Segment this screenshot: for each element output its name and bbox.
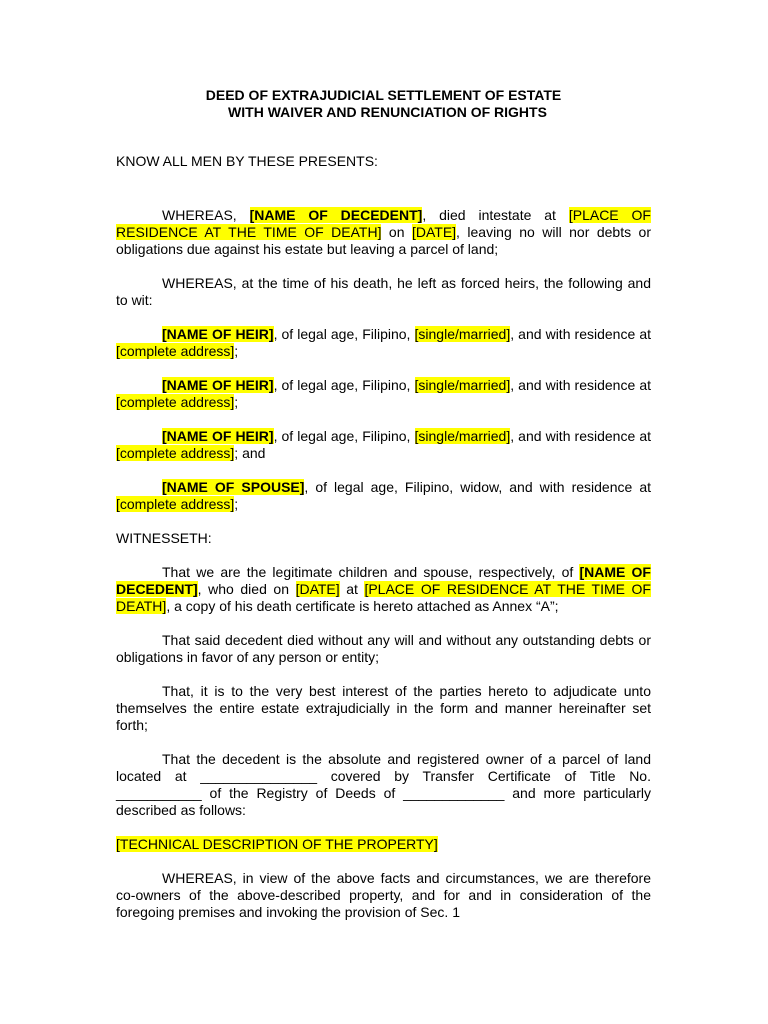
text: , who died on bbox=[197, 581, 296, 597]
text: , died intestate at bbox=[422, 207, 569, 223]
heir-name-placeholder: [NAME OF HEIR] bbox=[162, 377, 274, 393]
tct-number-blank: ___________ bbox=[116, 785, 202, 801]
text: covered by Transfer Certificate of Title No. bbox=[317, 768, 651, 784]
text: , and with residence at bbox=[510, 326, 651, 342]
text: and more particularly described as follows: bbox=[116, 785, 651, 818]
text: ; bbox=[234, 394, 239, 410]
text: at bbox=[339, 581, 365, 597]
registry-blank: _____________ bbox=[403, 785, 505, 801]
text: , and with residence at bbox=[510, 428, 651, 444]
text: ; bbox=[234, 496, 239, 512]
text: , of legal age, Filipino, bbox=[273, 428, 415, 444]
address-placeholder: [complete address] bbox=[116, 343, 235, 359]
heir-paragraph bbox=[116, 326, 651, 360]
decedent-name-placeholder: [NAME OF DECEDENT] bbox=[116, 564, 651, 597]
co-owners-paragraph: WHEREAS, in view of the above facts and circumstances, we are therefore co-owners of the above-described property, and for and in consideration of the foregoing premises and invoking the provision of Sec. 1 bbox=[116, 870, 651, 920]
technical-description-line bbox=[116, 836, 651, 853]
date-placeholder: [DATE] bbox=[411, 224, 457, 240]
text: , of legal age, Filipino, bbox=[273, 326, 415, 342]
document-title bbox=[116, 87, 651, 121]
adjudicate-paragraph: That, it is to the very best interest of the parties hereto to adjudicate unto themselves the entire estate extrajudicially in the form and manner hereinafter set forth; bbox=[116, 683, 651, 733]
spouse-paragraph bbox=[116, 479, 651, 513]
text: , of legal age, Filipino, bbox=[273, 377, 415, 393]
text: , and with residence at bbox=[510, 377, 651, 393]
text: of the Registry of Deeds of bbox=[201, 785, 404, 801]
know-all-men-line: KNOW ALL MEN BY THESE PRESENTS: bbox=[116, 153, 378, 169]
registered-owner-paragraph bbox=[116, 751, 651, 819]
address-placeholder: [complete address] bbox=[116, 496, 235, 512]
legitimate-children-paragraph bbox=[116, 564, 651, 615]
place-of-residence-placeholder: [PLACE OF RESIDENCE AT THE TIME OF DEATH] bbox=[116, 207, 651, 240]
text: on bbox=[381, 224, 412, 240]
text: , of legal age, Filipino, widow, and with residence at bbox=[304, 479, 651, 495]
heir-name-placeholder: [NAME OF HEIR] bbox=[162, 326, 274, 342]
text: , leaving no will nor debts or obligations due against his estate but leaving a parcel of land; bbox=[116, 224, 651, 257]
text: ; bbox=[234, 343, 239, 359]
text: That the decedent is the absolute and registered owner of a parcel of land located at bbox=[116, 751, 651, 784]
civil-status-placeholder: [single/married] bbox=[414, 377, 511, 393]
whereas-forced-heirs-paragraph: WHEREAS, at the time of his death, he left as forced heirs, the following and to wit: bbox=[116, 275, 651, 308]
no-will-paragraph: That said decedent died without any will and without any outstanding debts or obligations in favor of any person or entity; bbox=[116, 632, 651, 665]
text: , a copy of his death certificate is hereto attached as Annex “A”; bbox=[166, 598, 559, 614]
place-of-residence-placeholder: [PLACE OF RESIDENCE AT THE TIME OF DEATH] bbox=[116, 581, 651, 614]
location-blank: _______________ bbox=[200, 768, 318, 784]
technical-description-placeholder: [TECHNICAL DESCRIPTION OF THE PROPERTY] bbox=[116, 836, 438, 852]
spouse-name-placeholder: [NAME OF SPOUSE] bbox=[162, 479, 305, 495]
text: That we are the legitimate children and spouse, respectively, of bbox=[162, 564, 580, 580]
text: WHEREAS, bbox=[162, 207, 250, 223]
witnesseth-heading: WITNESSETH: bbox=[116, 530, 212, 546]
heir-paragraph bbox=[116, 377, 651, 411]
address-placeholder: [complete address] bbox=[116, 445, 235, 461]
whereas-decedent-paragraph bbox=[116, 207, 651, 258]
address-placeholder: [complete address] bbox=[116, 394, 235, 410]
decedent-name-placeholder: [NAME OF DECEDENT] bbox=[249, 207, 423, 223]
civil-status-placeholder: [single/married] bbox=[414, 326, 511, 342]
civil-status-placeholder: [single/married] bbox=[414, 428, 511, 444]
text: ; and bbox=[234, 445, 266, 461]
date-placeholder: [DATE] bbox=[295, 581, 340, 597]
title-line-2: WITH WAIVER AND RENUNCIATION OF RIGHTS bbox=[228, 104, 547, 120]
heir-name-placeholder: [NAME OF HEIR] bbox=[162, 428, 274, 444]
heir-paragraph bbox=[116, 428, 651, 462]
title-line-1: DEED OF EXTRAJUDICIAL SETTLEMENT OF ESTATE bbox=[205, 87, 562, 103]
